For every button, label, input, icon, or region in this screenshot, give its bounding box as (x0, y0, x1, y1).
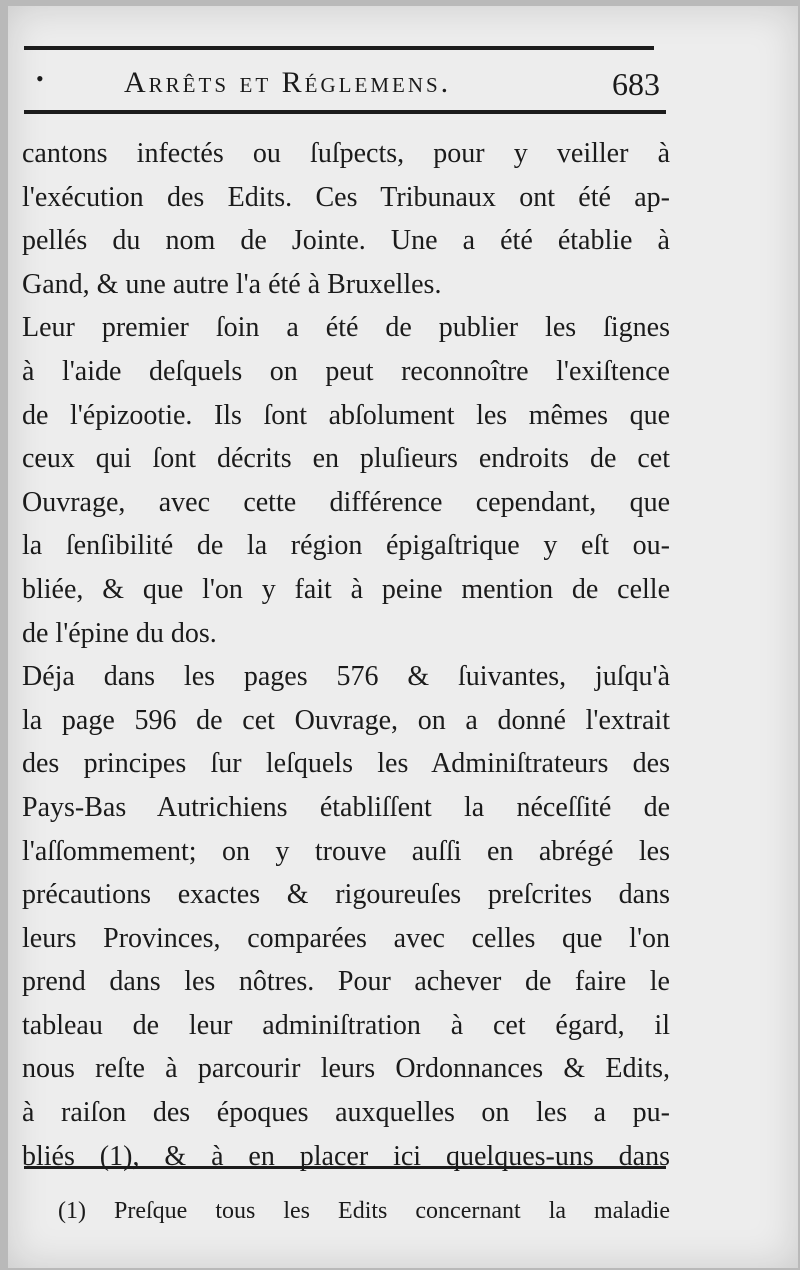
text-line: à l'aide deſquels on peut reconnoître l'exiſtence (22, 355, 670, 387)
text-line: ceux qui ſont décrits en pluſieurs endroits de cet (22, 443, 670, 475)
text-line: nous reſte à parcourir leurs Ordonnances & Edits, (22, 1053, 670, 1085)
text-line: de l'épizootie. Ils ſont abſolument les mêmes que (22, 399, 670, 431)
footnote-rule (24, 1166, 666, 1169)
text-line: l'exécution des Edits. Ces Tribunaux ont été ap- (22, 181, 670, 213)
header-rule (24, 110, 666, 114)
text-line: Pays-Bas Autrichiens établiſſent la néceſſité de (22, 791, 670, 823)
running-title: Arrêts et Réglemens. (124, 66, 452, 99)
text-line: prend dans les nôtres. Pour achever de faire le (22, 966, 670, 998)
footnote: (1) Preſque tous les Edits concernant la maladie (58, 1198, 670, 1224)
body-text (22, 132, 670, 1178)
text-line: Gand, & une autre l'a été à Bruxelles. (22, 268, 442, 300)
text-line: pellés du nom de Jointe. Une a été établie à (22, 225, 670, 257)
text-line: à raiſon des époques auxquelles on les a pu- (22, 1097, 670, 1129)
text-line: bliée, & que l'on y fait à peine mention de celle (22, 573, 670, 605)
page-number: 683 (612, 66, 660, 102)
book-page (8, 6, 798, 1268)
text-line: précautions exactes & rigoureuſes preſcrites dans (22, 879, 670, 911)
text-line: tableau de leur adminiſtration à cet égard, il (22, 1009, 670, 1041)
top-rule (24, 46, 654, 50)
text-line: Ouvrage, avec cette différence cependant, que (22, 486, 670, 518)
text-line: bliés (1), & à en placer ici quelques-uns dans (22, 1140, 670, 1172)
text-line: leurs Provinces, comparées avec celles que l'on (22, 922, 670, 954)
text-line: Leur premier ſoin a été de publier les ſignes (22, 312, 670, 344)
running-header (24, 62, 666, 106)
text-line: Déja dans les pages 576 & ſuivantes, juſqu'à (22, 661, 670, 693)
text-line: l'aſſommement; on y trouve auſſi en abrégé les (22, 835, 670, 867)
text-line: la page 596 de cet Ouvrage, on a donné l'extrait (22, 704, 670, 736)
text-line: des principes ſur leſquels les Adminiſtrateurs des (22, 748, 670, 780)
text-line: la ſenſibilité de la région épigaſtrique y eſt ou- (22, 530, 670, 562)
text-line: de l'épine du dos. (22, 617, 217, 649)
text-line: cantons infectés ou ſuſpects, pour y veiller à (22, 138, 670, 169)
header-ornament: • (36, 66, 44, 91)
